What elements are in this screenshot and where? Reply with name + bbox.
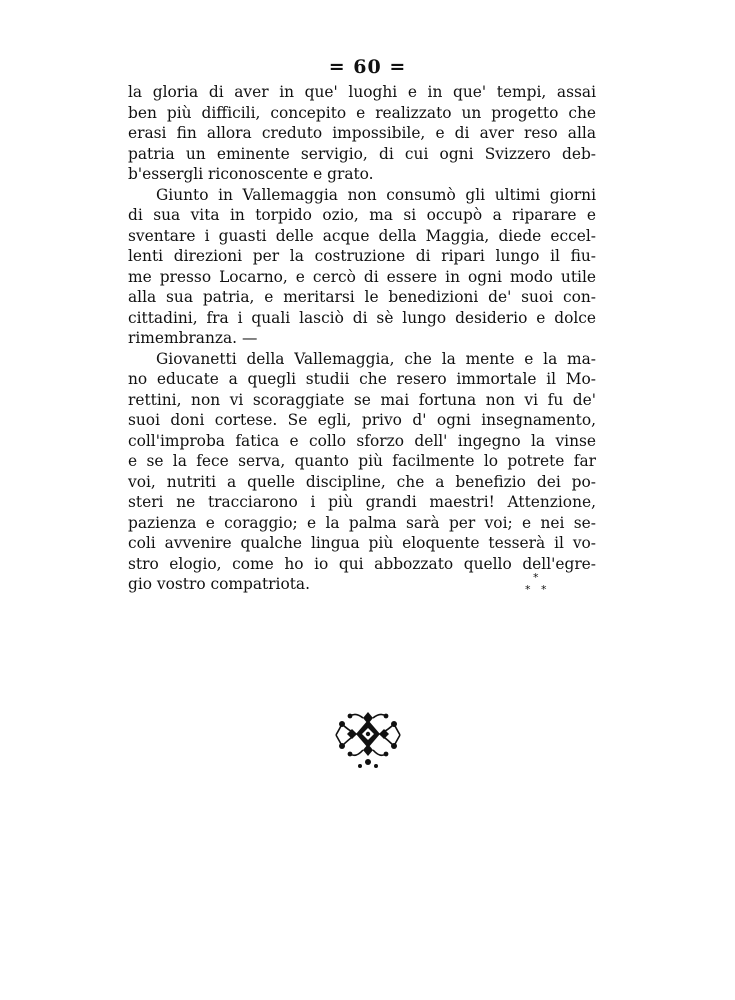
text-line: patria un eminente servigio, di cui ogni Svizzero deb- — [128, 144, 596, 163]
text-line: e se la fece serva, quanto più facilmente lo potrete far — [128, 452, 596, 470]
paragraph-3 — [128, 349, 596, 595]
text-line: b'essergli riconoscente e grato. — [128, 165, 374, 183]
text-line: alla sua patria, e meritarsi le benedizioni de' suoi con- — [128, 288, 596, 306]
text-line: voi, nutriti a quelle discipline, che a benefizio dei po- — [128, 472, 596, 491]
text-line: suoi doni cortese. Se egli, privo d' ogni insegnamento, — [128, 411, 596, 429]
text-line: stro elogio, come ho io qui abbozzato quello dell'egre- — [128, 554, 596, 573]
page-number: = 60 = — [328, 56, 407, 78]
asterism-icon — [522, 572, 552, 602]
text-line: no educate a quegli studii che resero immortale il Mo- — [128, 370, 596, 388]
text-line: pazienza e coraggio; e la palma sarà per voi; e nei se- — [128, 513, 596, 532]
text-line: rimembranza. — — [128, 329, 258, 347]
asterisk-mark: * — [533, 571, 539, 584]
text-line: cittadini, fra i quali lasciò di sè lungo desiderio e dolce — [128, 308, 596, 327]
text-line: sventare i guasti delle acque della Maggia, diede eccel- — [128, 226, 596, 245]
text-line: rettini, non vi scoraggiate se mai fortuna non vi fu de' — [128, 390, 596, 409]
text-line: lenti direzioni per la costruzione di ripari lungo il fiu- — [128, 247, 596, 265]
asterisk-mark: * — [541, 583, 547, 596]
text-line: erasi fin allora creduto impossibile, e di aver reso alla — [128, 124, 596, 142]
text-line: Giovanetti della Vallemaggia, che la mente e la ma- — [156, 349, 596, 368]
body-text — [128, 82, 596, 595]
text-line: la gloria di aver in que' luoghi e in que' tempi, assai — [128, 83, 596, 101]
paragraph-1 — [128, 82, 596, 185]
text-line: coli avvenire qualche lingua più eloquente tesserà il vo- — [128, 534, 596, 552]
floral-ornament-icon — [330, 706, 406, 772]
text-line: gio vostro compatriota. — [128, 575, 310, 593]
asterisk-mark: * — [525, 583, 531, 596]
text-line: steri ne tracciarono i più grandi maestri! Attenzione, — [128, 493, 596, 511]
text-line: me presso Locarno, e cercò di essere in ogni modo utile — [128, 267, 596, 286]
text-line: di sua vita in torpido ozio, ma si occupò a riparare e — [128, 206, 596, 224]
paragraph-2 — [128, 185, 596, 349]
text-line: Giunto in Vallemaggia non consumò gli ultimi giorni — [156, 185, 596, 204]
text-line: coll'improba fatica e collo sforzo dell' ingegno la vinse — [128, 431, 596, 450]
text-line: ben più difficili, concepito e realizzato un progetto che — [128, 103, 596, 122]
